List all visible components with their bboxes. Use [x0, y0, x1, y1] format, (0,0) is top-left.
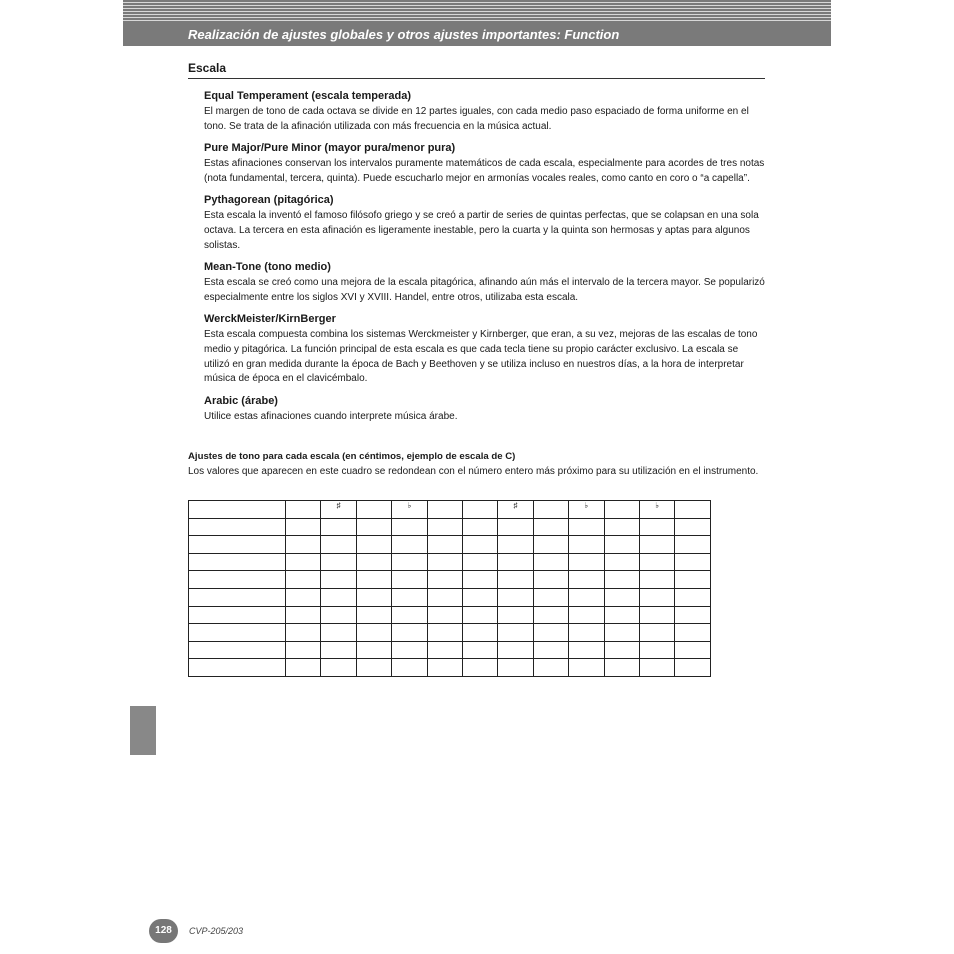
item-title: Pythagorean (pitagórica)	[204, 194, 334, 207]
table-cell	[639, 588, 674, 606]
table-cell	[356, 659, 391, 677]
table-cell	[321, 553, 356, 571]
item-text: Estas afinaciones conservan los intervalos puramente matemáticos de cada escala, especialmente para acordes de tres notas (nota fundamental, tercera, quinta). Puede escucharlo mejor en armonías vocales reales, como canto en coro o “a capella”.	[204, 158, 765, 184]
table-cell	[286, 588, 321, 606]
table-cell	[189, 659, 286, 677]
table-row	[189, 518, 711, 536]
table-cell	[604, 553, 639, 571]
model-name: CVP-205/203	[189, 926, 244, 936]
table-row	[189, 624, 711, 642]
table-cell	[392, 553, 427, 571]
item-text: Utilice estas afinaciones cuando interprete música árabe.	[204, 410, 458, 422]
table-cell	[392, 536, 427, 554]
table-cell	[189, 518, 286, 536]
table-row	[189, 571, 711, 589]
table-cell	[604, 571, 639, 589]
table-cell	[462, 606, 497, 624]
table-header-cell: ♭	[639, 501, 674, 519]
table-cell	[321, 588, 356, 606]
table-cell	[569, 553, 604, 571]
table-cell	[533, 588, 568, 606]
table-row	[189, 536, 711, 554]
table-cell	[286, 606, 321, 624]
table-cell	[533, 553, 568, 571]
table-cell	[286, 641, 321, 659]
table-cell	[462, 536, 497, 554]
table-row	[189, 659, 711, 677]
table-title: Ajustes de tono para cada escala (en céntimos, ejemplo de escala de C)	[188, 451, 516, 462]
table-cell	[498, 571, 533, 589]
table-cell	[356, 624, 391, 642]
pitch-table	[188, 500, 711, 677]
table-cell	[569, 606, 604, 624]
table-cell	[286, 571, 321, 589]
section-title: Escala	[188, 61, 765, 79]
table-cell	[427, 553, 462, 571]
table-cell	[356, 571, 391, 589]
table-header-cell	[533, 501, 568, 519]
side-tab	[130, 706, 156, 755]
table-cell	[427, 536, 462, 554]
table-cell	[498, 659, 533, 677]
table-cell	[604, 641, 639, 659]
table-header-cell	[675, 501, 710, 519]
table-cell	[462, 518, 497, 536]
table-cell	[189, 624, 286, 642]
table-cell	[533, 571, 568, 589]
table-cell	[356, 518, 391, 536]
table-cell	[286, 659, 321, 677]
table-cell	[533, 624, 568, 642]
table-cell	[604, 588, 639, 606]
table-cell	[675, 518, 710, 536]
table-header-cell: ♯	[498, 501, 533, 519]
table-cell	[427, 518, 462, 536]
table-cell	[427, 659, 462, 677]
table-cell	[427, 641, 462, 659]
table-cell	[286, 624, 321, 642]
item-text: Esta escala se creó como una mejora de la escala pitagórica, afinando aún más el intervalo de la tercera mayor. Se popularizó especialmente entre los siglos XVI y XVIII. Handel, entre otros, utilizaba esta escala.	[204, 277, 765, 303]
table-header-cell	[356, 501, 391, 519]
table-cell	[321, 641, 356, 659]
table-cell	[498, 553, 533, 571]
table-header-row	[189, 501, 711, 519]
table-cell	[639, 571, 674, 589]
table-cell	[604, 659, 639, 677]
table-cell	[569, 571, 604, 589]
table-cell	[189, 588, 286, 606]
table-header-cell	[604, 501, 639, 519]
table-cell	[639, 518, 674, 536]
page-number: 128	[149, 919, 178, 943]
table-header-cell: ♯	[321, 501, 356, 519]
table-cell	[675, 641, 710, 659]
table-cell	[356, 553, 391, 571]
table-cell	[427, 571, 462, 589]
table-cell	[356, 641, 391, 659]
table-cell	[427, 606, 462, 624]
item-text: Esta escala compuesta combina los sistemas Werckmeister y Kirnberger, que eran, a su vez, mejoras de las escalas de tono medio y pitagórica. La función principal de esta escala es que cada tecla tiene su propio carácter exclusivo. La escala se utilizó en gran medida durante la época de Bach y Beethoven y se utiliza incluso en nuestros días, a la hora de interpretar música de época en el clavicémbalo.	[204, 329, 758, 385]
table-cell	[321, 606, 356, 624]
table-cell	[604, 536, 639, 554]
table-cell	[675, 571, 710, 589]
table-cell	[569, 659, 604, 677]
table-cell	[604, 624, 639, 642]
item-title: Equal Temperament (escala temperada)	[204, 90, 412, 102]
table-cell	[675, 624, 710, 642]
table-cell	[639, 624, 674, 642]
table-cell	[498, 624, 533, 642]
item-text: El margen de tono de cada octava se divide en 12 partes iguales, con cada medio paso espaciado de forma uniforme en el tono. Se trata de la afinación utilizada con más frecuencia en la música actual.	[204, 106, 749, 132]
table-header-cell: ♭	[569, 501, 604, 519]
table-cell	[533, 536, 568, 554]
table-description: Los valores que aparecen en este cuadro se redondean con el número entero más próximo para su utilización en el instrumento.	[188, 466, 759, 477]
table-header-cell	[189, 501, 286, 519]
table-cell	[462, 659, 497, 677]
table-header-cell	[286, 501, 321, 519]
table-cell	[286, 553, 321, 571]
table-cell	[604, 518, 639, 536]
table-cell	[569, 624, 604, 642]
item-title: Pure Major/Pure Minor (mayor pura/menor pura)	[204, 142, 456, 155]
table-cell	[356, 588, 391, 606]
table-cell	[189, 553, 286, 571]
table-cell	[604, 606, 639, 624]
table-cell	[321, 624, 356, 642]
table-header-cell	[427, 501, 462, 519]
item-text: Esta escala la inventó el famoso filósofo griego y se creó a partir de series de quintas perfectas, que se colapsan en una sola octava. La tercera en esta afinación es ligeramente inestable, pero la cuarta y la quinta son hermosas y aptas para algunos solistas.	[204, 210, 759, 251]
table-cell	[286, 518, 321, 536]
table-cell	[533, 641, 568, 659]
table-cell	[321, 571, 356, 589]
table-cell	[392, 588, 427, 606]
table-cell	[462, 553, 497, 571]
table-cell	[498, 536, 533, 554]
table-cell	[462, 571, 497, 589]
table-header-cell: ♭	[392, 501, 427, 519]
table-cell	[427, 588, 462, 606]
table-row	[189, 606, 711, 624]
table-cell	[462, 641, 497, 659]
table-cell	[498, 641, 533, 659]
table-cell	[321, 518, 356, 536]
table-cell	[639, 641, 674, 659]
table-cell	[392, 641, 427, 659]
table-cell	[533, 606, 568, 624]
table-cell	[189, 606, 286, 624]
item-title: WerckMeister/KirnBerger	[204, 313, 336, 326]
table-cell	[675, 659, 710, 677]
table-cell	[427, 624, 462, 642]
table-header-cell	[462, 501, 497, 519]
table-cell	[498, 588, 533, 606]
table-cell	[675, 553, 710, 571]
table-cell	[356, 606, 391, 624]
table-cell	[533, 659, 568, 677]
table-cell	[356, 536, 391, 554]
table-cell	[569, 518, 604, 536]
item-title: Mean-Tone (tono medio)	[204, 261, 331, 274]
table-cell	[189, 536, 286, 554]
table-cell	[392, 518, 427, 536]
table-cell	[639, 659, 674, 677]
table-cell	[675, 606, 710, 624]
table-cell	[569, 588, 604, 606]
table-cell	[639, 606, 674, 624]
table-cell	[286, 536, 321, 554]
item-title: Arabic (árabe)	[204, 394, 278, 407]
table-cell	[675, 536, 710, 554]
table-cell	[569, 641, 604, 659]
table-cell	[321, 659, 356, 677]
page-header-title: Realización de ajustes globales y otros ajustes importantes: Function	[188, 27, 620, 42]
table-row	[189, 588, 711, 606]
table-row	[189, 553, 711, 571]
table-cell	[392, 624, 427, 642]
table-cell	[392, 659, 427, 677]
table-cell	[675, 588, 710, 606]
table-cell	[462, 588, 497, 606]
table-cell	[533, 518, 568, 536]
scale-descriptions	[204, 89, 766, 431]
table-cell	[498, 518, 533, 536]
table-cell	[639, 536, 674, 554]
table-row	[189, 641, 711, 659]
table-cell	[392, 606, 427, 624]
table-cell	[321, 536, 356, 554]
table-cell	[189, 571, 286, 589]
table-cell	[569, 536, 604, 554]
table-cell	[639, 553, 674, 571]
table-cell	[498, 606, 533, 624]
table-cell	[189, 641, 286, 659]
table-cell	[462, 624, 497, 642]
table-cell	[392, 571, 427, 589]
